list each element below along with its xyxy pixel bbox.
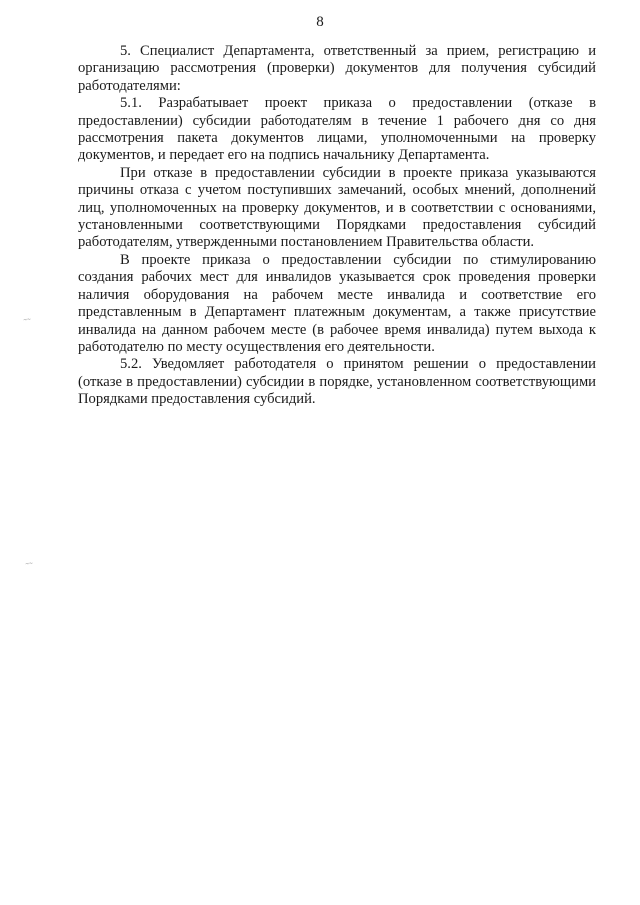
paragraph-disabled-workplaces: В проекте приказа о предоставлении субсидии по стимулированию создания рабочих мест для инвалидов указывается срок проведения проверки наличия оборудования на рабочем месте инвалида и соответствие его представленным в Департамент платежным документам, а также присутствие инвалида на данном рабочем месте (в рабочее время инвалида) путем выхода к работодателю по месту осуществления его деятельности. — [78, 251, 596, 355]
paragraph-5-intro: 5. Специалист Департамента, ответственный за прием, регистрацию и организацию рассмотрения (проверки) документов для получения субсидий работодателями: — [78, 43, 596, 94]
scan-artifact-mark: ˜˜ — [25, 560, 35, 574]
paragraph-refusal-reasons: При отказе в предоставлении субсидии в проекте приказа указываются причины отказа с учетом поступивших замечаний, особых мнений, дополнений лиц, уполномоченных на проверку документов, и в соответствии с основаниями, установленными соответствующими Порядками предоставления субсидий работодателям, утвержденными постановлением Правительства области. — [78, 164, 596, 251]
paragraph-5-1: 5.1. Разрабатывает проект приказа о предоставлении (отказе в предоставлении) субсидии работодателям в течение 1 рабочего дня со дня рассмотрения пакета документов лицами, уполномоченными на проверку документов, и передает его на подпись начальнику Департамента. — [78, 95, 596, 164]
page-number: 8 — [316, 14, 324, 30]
scan-artifact-mark: ˜˜ — [23, 316, 33, 330]
document-body — [78, 43, 596, 409]
paragraph-5-2: 5.2. Уведомляет работодателя о принятом решении о предоставлении (отказе в предоставлении) субсидии в порядке, установленном соответствующими Порядками предоставления субсидий. — [78, 356, 596, 408]
